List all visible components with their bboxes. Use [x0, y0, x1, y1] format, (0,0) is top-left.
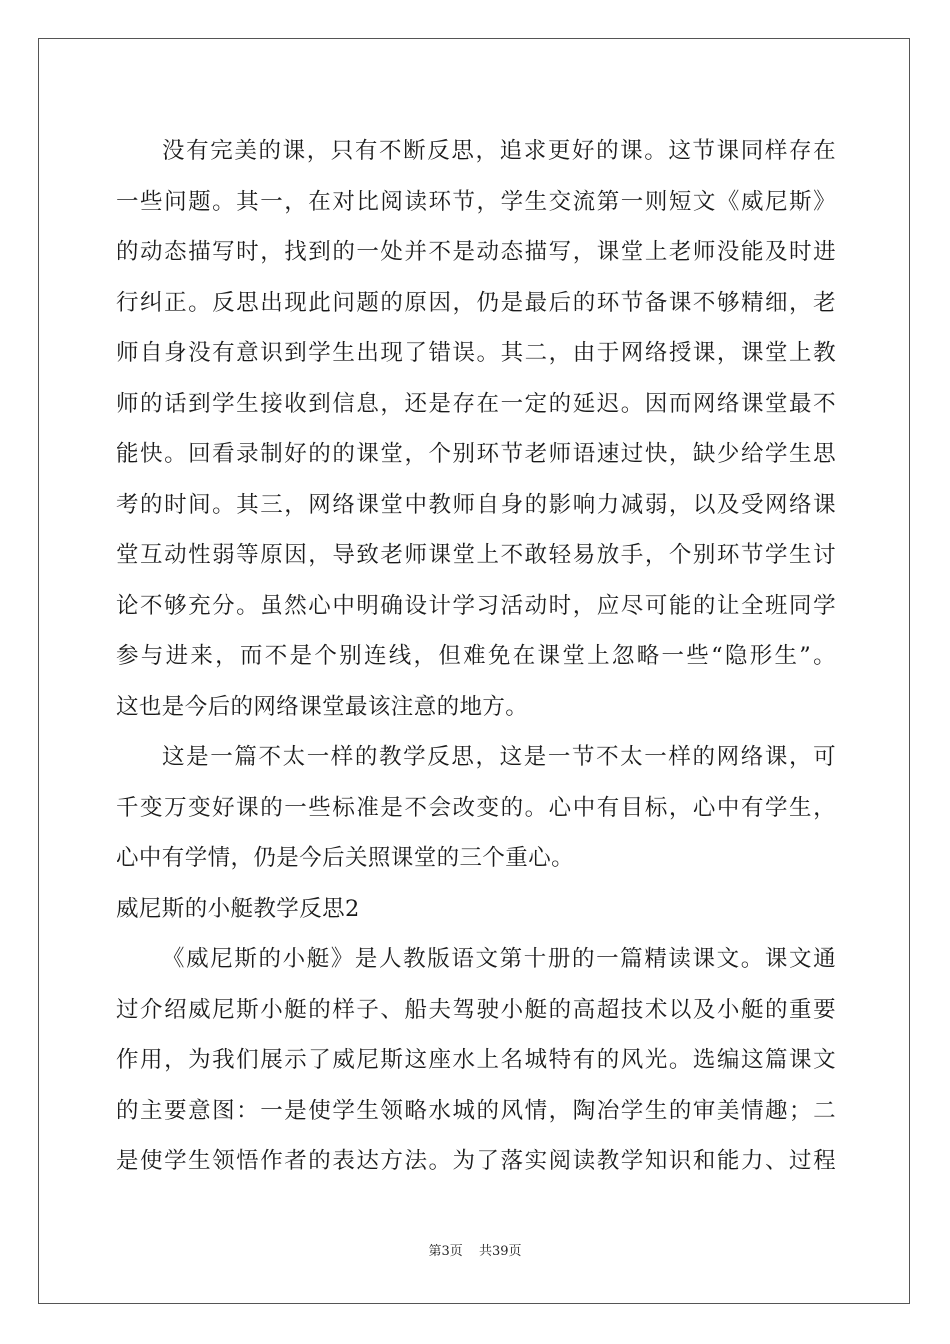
text-line: 行纠正。反思出现此问题的原因，仍是最后的环节备课不够精细，老 [116, 289, 836, 316]
text-line: 心中有学情，仍是今后关照课堂的三个重心。 [116, 845, 575, 871]
text-line: 没有完美的课，只有不断反思，追求更好的课。这节课同样存在 [162, 138, 836, 164]
text-line: 是使学生领悟作者的表达方法。为了落实阅读教学知识和能力、过程 [116, 1148, 836, 1174]
text-line: 参与进来，而不是个别连线，但难免在课堂上忽略一些“隐形生”。 [116, 643, 836, 669]
page-footer [0, 1240, 950, 1259]
text-line: 论不够充分。虽然心中明确设计学习活动时，应尽可能的让全班同学 [116, 592, 836, 619]
text-line: 《威尼斯的小艇》是人教版语文第十册的一篇精读课文。课文通 [162, 946, 836, 972]
text-line: 的动态描写时，找到的一处并不是动态描写，课堂上老师没能及时进 [116, 239, 836, 265]
text-line: 这是一篇不太一样的教学反思，这是一节不太一样的网络课，可 [162, 744, 836, 770]
text-line: 堂互动性弱等原因，导致老师课堂上不敢轻易放手，个别环节学生讨 [116, 542, 836, 568]
text-line: 一些问题。其一，在对比阅读环节，学生交流第一则短文《威尼斯》 [116, 188, 836, 215]
paragraph-1 [116, 126, 836, 732]
page-total: 共39页 [478, 1244, 522, 1259]
text-line: 的主要意图：一是使学生领略水城的风情，陶冶学生的审美情趣；二 [116, 1097, 836, 1124]
text-line: 千变万变好课的一些标准是不会改变的。心中有目标，心中有学生， [116, 794, 836, 821]
paragraph-3 [116, 934, 836, 1187]
text-line: 过介绍威尼斯小艇的样子、船夫驾驶小艇的高超技术以及小艇的重要 [116, 996, 836, 1023]
text-line: 师的话到学生接收到信息，还是存在一定的延迟。因而网络课堂最不 [116, 390, 836, 417]
text-line: 能快。回看录制好的的课堂，个别环节老师语速过快，缺少给学生思 [116, 441, 836, 467]
text-line: 师自身没有意识到学生出现了错误。其二，由于网络授课，课堂上教 [116, 340, 836, 366]
text-line: 这也是今后的网络课堂最该注意的地方。 [116, 693, 529, 720]
section-heading: 威尼斯的小艇教学反思2 [116, 895, 360, 922]
text-line: 作用，为我们展示了威尼斯这座水上名城特有的风光。选编这篇课文 [116, 1047, 836, 1073]
document-body [116, 126, 836, 1187]
page-number: 第3页 [428, 1244, 463, 1259]
paragraph-2 [116, 732, 836, 884]
text-line: 考的时间。其三，网络课堂中教师自身的影响力减弱，以及受网络课 [116, 491, 836, 518]
